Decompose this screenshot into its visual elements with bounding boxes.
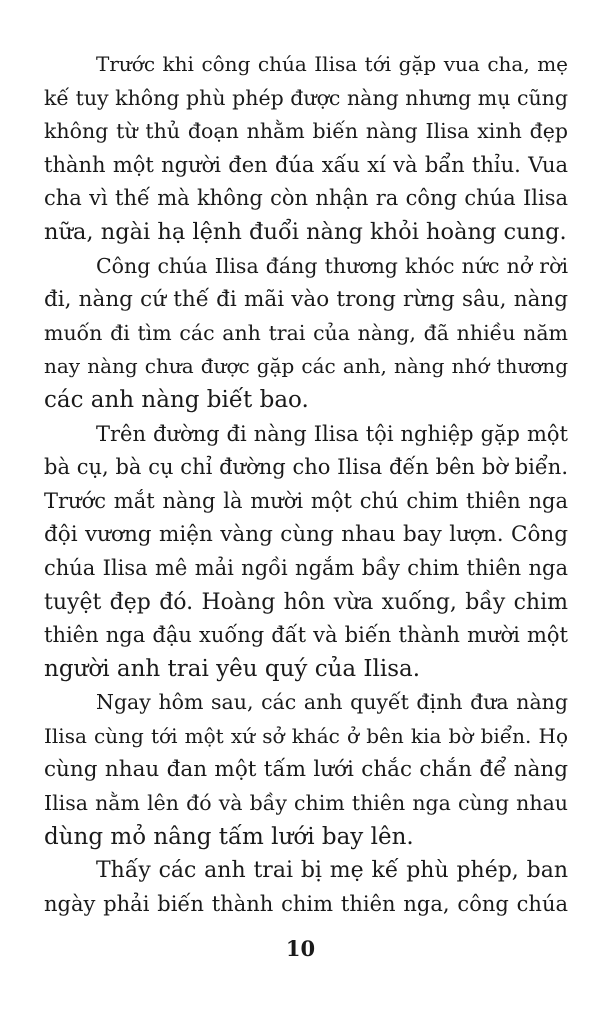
text-line: Trước khi công chúa Ilisa tới gặp vua cha, mẹ [96,52,568,76]
text-line: đội vương miện vàng cùng nhau bay lượn. Công [44,522,568,548]
text-line: bà cụ, bà cụ chỉ đường cho Ilisa đến bên bờ biển. [44,455,568,480]
text-line: thiên nga đậu xuống đất và biến thành mười một [44,623,568,648]
text-line: cha vì thế mà không còn nhận ra công chúa Ilisa [44,186,568,211]
paragraph-5 [44,854,568,921]
page-number: 10 [285,936,316,961]
text-line: người anh trai yêu quý của Ilisa. [44,655,421,682]
paragraph-3 [44,418,568,687]
text-line: cùng nhau đan một tấm lưới chắc chắn để nàng [44,757,568,783]
text-line: Công chúa Ilisa đáng thương khóc nức nở rời [96,253,568,278]
text-line: chúa Ilisa mê mải ngồi ngắm bầy chim thiên nga [44,555,568,580]
text-line: tuyệt đẹp đó. Hoàng hôn vừa xuống, bầy chim [44,589,568,615]
text-line: Trước mắt nàng là mười một chú chim thiên nga [44,488,568,513]
text-line: Ilisa cùng tới một xứ sở khác ở bên kia bờ biển. Họ [44,723,568,748]
text-line: thành một người đen đúa xấu xí và bẩn thỉu. Vua [44,152,568,177]
text-line: không từ thủ đoạn nhằm biến nàng Ilisa xinh đẹp [44,119,568,144]
text-line: Ilisa nằm lên đó và bầy chim thiên nga cùng nhau [44,791,568,816]
text-line: muốn đi tìm các anh trai của nàng, đã nhiều năm [44,320,568,345]
text-line: ngày phải biến thành chim thiên nga, công chúa [44,891,568,916]
paragraph-4 [44,686,568,854]
text-line: Thấy các anh trai bị mẹ kế phù phép, ban [96,858,568,884]
text-line: các anh nàng biết bao. [44,386,309,413]
body-text [44,48,568,921]
paragraph-2 [44,250,568,418]
text-line: kế tuy không phù phép được nàng nhưng mụ cũng [44,85,568,110]
text-line: nữa, ngài hạ lệnh đuổi nàng khỏi hoàng cung. [44,218,567,245]
text-line: Ngay hôm sau, các anh quyết định đưa nàng [96,690,568,715]
paragraph-1 [44,48,568,250]
text-line: đi, nàng cứ thế đi mãi vào trong rừng sâu, nàng [44,287,568,313]
text-line: dùng mỏ nâng tấm lưới bay lên. [44,823,414,850]
text-line: nay nàng chưa được gặp các anh, nàng nhớ thương [44,354,568,379]
text-line: Trên đường đi nàng Ilisa tội nghiệp gặp một [96,421,568,446]
